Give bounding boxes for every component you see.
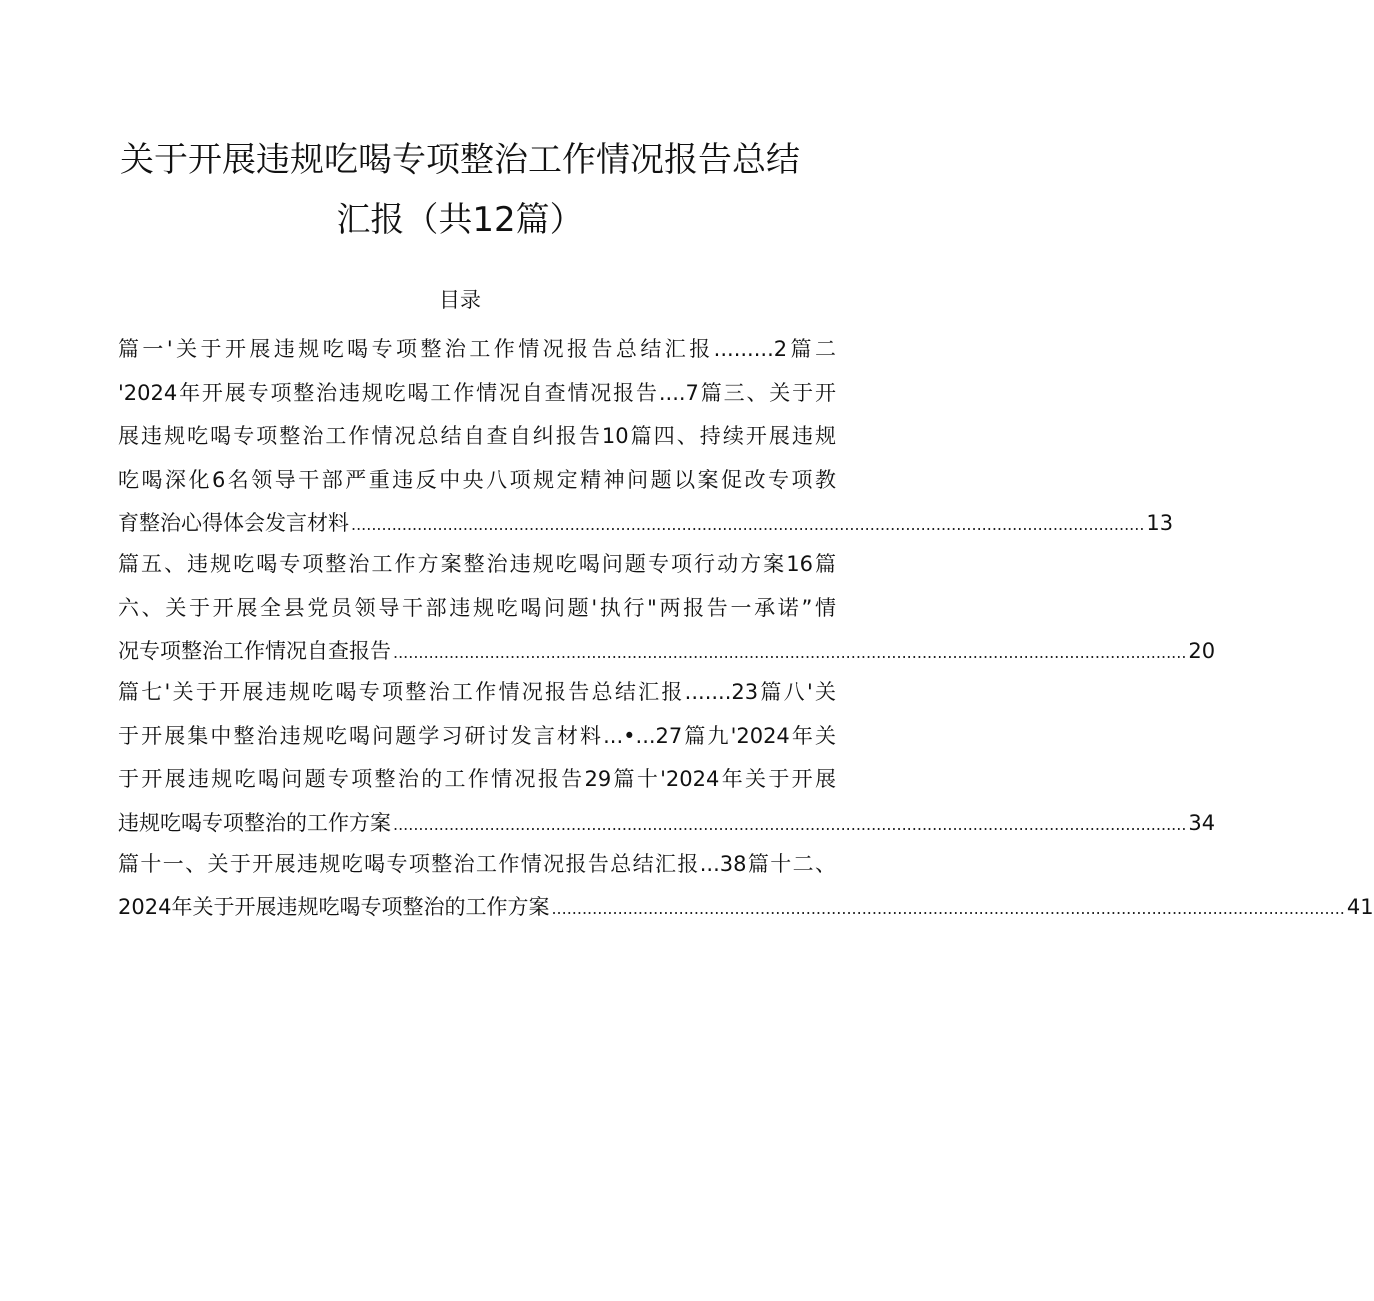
toc-entry-text: 育整治心得体会发言材料 bbox=[118, 511, 349, 535]
toc-page-number: 20 bbox=[1188, 639, 1216, 663]
toc-line-6[interactable]: 篇五、违规吃喝专项整治工作方案整治违规吃喝问题专项行动方案16篇 bbox=[118, 552, 836, 576]
toc-line-10[interactable]: 于开展集中整治违规吃喝问题学习研讨发言材料...•...27篇九'2024年关 bbox=[118, 723, 836, 748]
toc-line-2[interactable]: '2024年开展专项整治违规吃喝工作情况自查情况报告....7篇三、关于开 bbox=[118, 380, 836, 405]
toc-leader-dots: ............................................................................................................................................................ bbox=[393, 643, 1187, 662]
toc-entry-text: 2024年关于开展违规吃喝专项整治的工作方案 bbox=[118, 895, 550, 919]
toc-line-12[interactable] bbox=[118, 805, 1216, 846]
document-title-line-1: 关于开展违规吃喝专项整治工作情况报告总结 bbox=[120, 140, 800, 180]
toc-line-13[interactable]: 篇十一、关于开展违规吃喝专项整治工作情况报告总结汇报...38篇十二、 bbox=[118, 851, 836, 876]
table-of-contents bbox=[118, 331, 1374, 933]
toc-line-3[interactable]: 展违规吃喝专项整治工作情况总结自查自纠报告10篇四、持续开展违规 bbox=[118, 424, 836, 448]
toc-line-8[interactable] bbox=[118, 633, 1216, 674]
toc-leader-dots: ............................................................................................................................................................ bbox=[551, 899, 1345, 918]
toc-heading: 目录 bbox=[439, 288, 481, 312]
toc-line-11[interactable]: 于开展违规吃喝问题专项整治的工作情况报告29篇十'2024年关于开展 bbox=[118, 767, 836, 791]
toc-leader-dots: ............................................................................................................................................................ bbox=[351, 515, 1145, 534]
toc-line-14[interactable] bbox=[118, 889, 1374, 933]
toc-entry-text: 况专项整治工作情况自查报告 bbox=[118, 639, 391, 663]
toc-leader-dots: ............................................................................................................................................................ bbox=[393, 814, 1187, 834]
toc-line-5[interactable] bbox=[118, 505, 1174, 546]
toc-line-7[interactable]: 六、关于开展全县党员领导干部违规吃喝问题'执行"两报告一承诺”情 bbox=[118, 595, 836, 620]
toc-page-number: 34 bbox=[1188, 810, 1216, 835]
toc-page-number: 13 bbox=[1146, 511, 1174, 535]
toc-line-4[interactable]: 吃喝深化6名领导干部严重违反中央八项规定精神问题以案促改专项教 bbox=[118, 467, 836, 492]
toc-line-1[interactable]: 篇一'关于开展违规吃喝专项整治工作情况报告总结汇报.........2篇二 bbox=[118, 337, 836, 361]
toc-line-9[interactable]: 篇七'关于开展违规吃喝专项整治工作情况报告总结汇报.......23篇八'关 bbox=[118, 680, 836, 704]
toc-page-number: 41 bbox=[1346, 895, 1374, 919]
document-title-line-2: 汇报（共12篇） bbox=[336, 200, 584, 240]
toc-entry-text: 违规吃喝专项整治的工作方案 bbox=[118, 810, 391, 835]
